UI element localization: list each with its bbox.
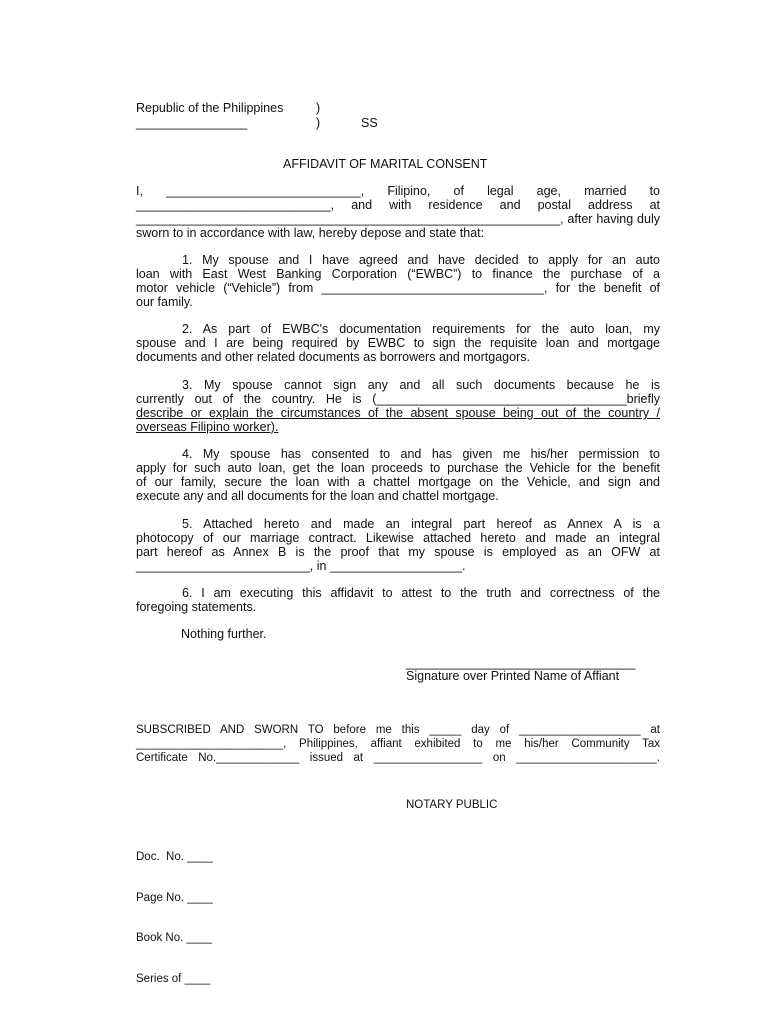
paragraph-line: apply for such auto loan, get the loan proceeds to purchase the Vehicle for the benefit [136,461,660,475]
document-title: AFFIDAVIT OF MARITAL CONSENT [283,157,488,171]
paragraph-line: motor vehicle (“Vehicle”) from ________________________________, for the benefit of [136,281,660,295]
nothing-further: Nothing further. [181,627,267,641]
paragraph-line: 5. Attached hereto and made an integral part hereof as Annex A is a [182,517,660,531]
paragraph-line: photocopy of our marriage contract. Likewise attached hereto and made an integral [136,531,660,545]
jurat-paragraph [136,723,660,765]
book-no: Book No. ____ [136,932,213,944]
paragraph-line: 3. My spouse cannot sign any and all such documents because he is [182,378,660,392]
paragraph-6 [136,586,660,614]
paragraph-line: 6. I am executing this affidavit to attest to the truth and correctness of the [182,586,660,600]
paragraph-2 [136,322,660,364]
header-paren-1: ) [316,101,321,115]
paragraph-line: our family. [136,295,193,309]
republic-label: Republic of the Philippines [136,101,284,115]
paragraph-line: overseas Filipino worker). [136,420,279,434]
paragraph-4 [136,447,660,503]
doc-reference-block [136,824,213,1013]
paragraph-3 [136,378,660,434]
intro-line: I, ____________________________, Filipino, of legal age, married to [136,184,660,198]
paragraph-line: documents and other related documents as borrowers and mortgagors. [136,350,530,364]
jurat-line: SUBSCRIBED AND SWORN TO before me this _____ day of ___________________ at [136,724,660,736]
series-of: Series of ____ [136,972,211,985]
paragraph-5 [136,517,660,573]
jurat-line: Certificate No._____________ issued at _________________ on ______________________. [136,752,660,764]
paragraph-line: 4. My spouse has consented to and has given me his/her permission to [182,447,660,461]
jurat-line: _______________________, Philippines, affiant exhibited to me his/her Community Tax [136,738,660,750]
paragraph-line: describe or explain the circumstances of the absent spouse being out of the country / [136,406,660,420]
page-no: Page No. ____ [136,891,213,904]
paragraph-line: 2. As part of EWBC's documentation requirements for the auto loan, my [182,322,660,336]
paragraph-1 [136,253,660,309]
intro-line: ____________________________, and with residence and postal address at [136,198,660,212]
paragraph-line: spouse and I are being required by EWBC to sign the requisite loan and mortgage [136,336,660,350]
intro-paragraph [136,184,660,240]
header-paren-2: ) [316,116,321,130]
paragraph-line: _________________________, in ___________________. [136,559,466,573]
ss-label: SS [361,116,378,130]
intro-line: sworn to in accordance with law, hereby depose and state that: [136,226,485,240]
paragraph-line: of our family, secure the loan with a chattel mortgage on the Vehicle, and sign and [136,475,660,489]
venue-blank: ________________ [136,116,248,130]
paragraph-line: loan with East West Banking Corporation (“EWBC”) to finance the purchase of a [136,267,660,281]
paragraph-line: foregoing statements. [136,600,257,614]
signature-line: _________________________________ [406,656,636,670]
doc-no: Doc. No. ____ [136,851,213,863]
intro-line: _____________________________________________________________, after having duly [136,212,660,226]
paragraph-line: part hereof as Annex B is the proof that my spouse is employed as an OFW at [136,545,660,559]
paragraph-line: currently out of the country. He is (____________________________________briefly [136,392,660,406]
notary-public-label: NOTARY PUBLIC [406,799,498,811]
paragraph-line: 1. My spouse and I have agreed and have decided to apply for an auto [182,253,660,267]
paragraph-line: execute any and all documents for the loan and chattel mortgage. [136,489,499,503]
signature-label: Signature over Printed Name of Affiant [406,669,620,683]
